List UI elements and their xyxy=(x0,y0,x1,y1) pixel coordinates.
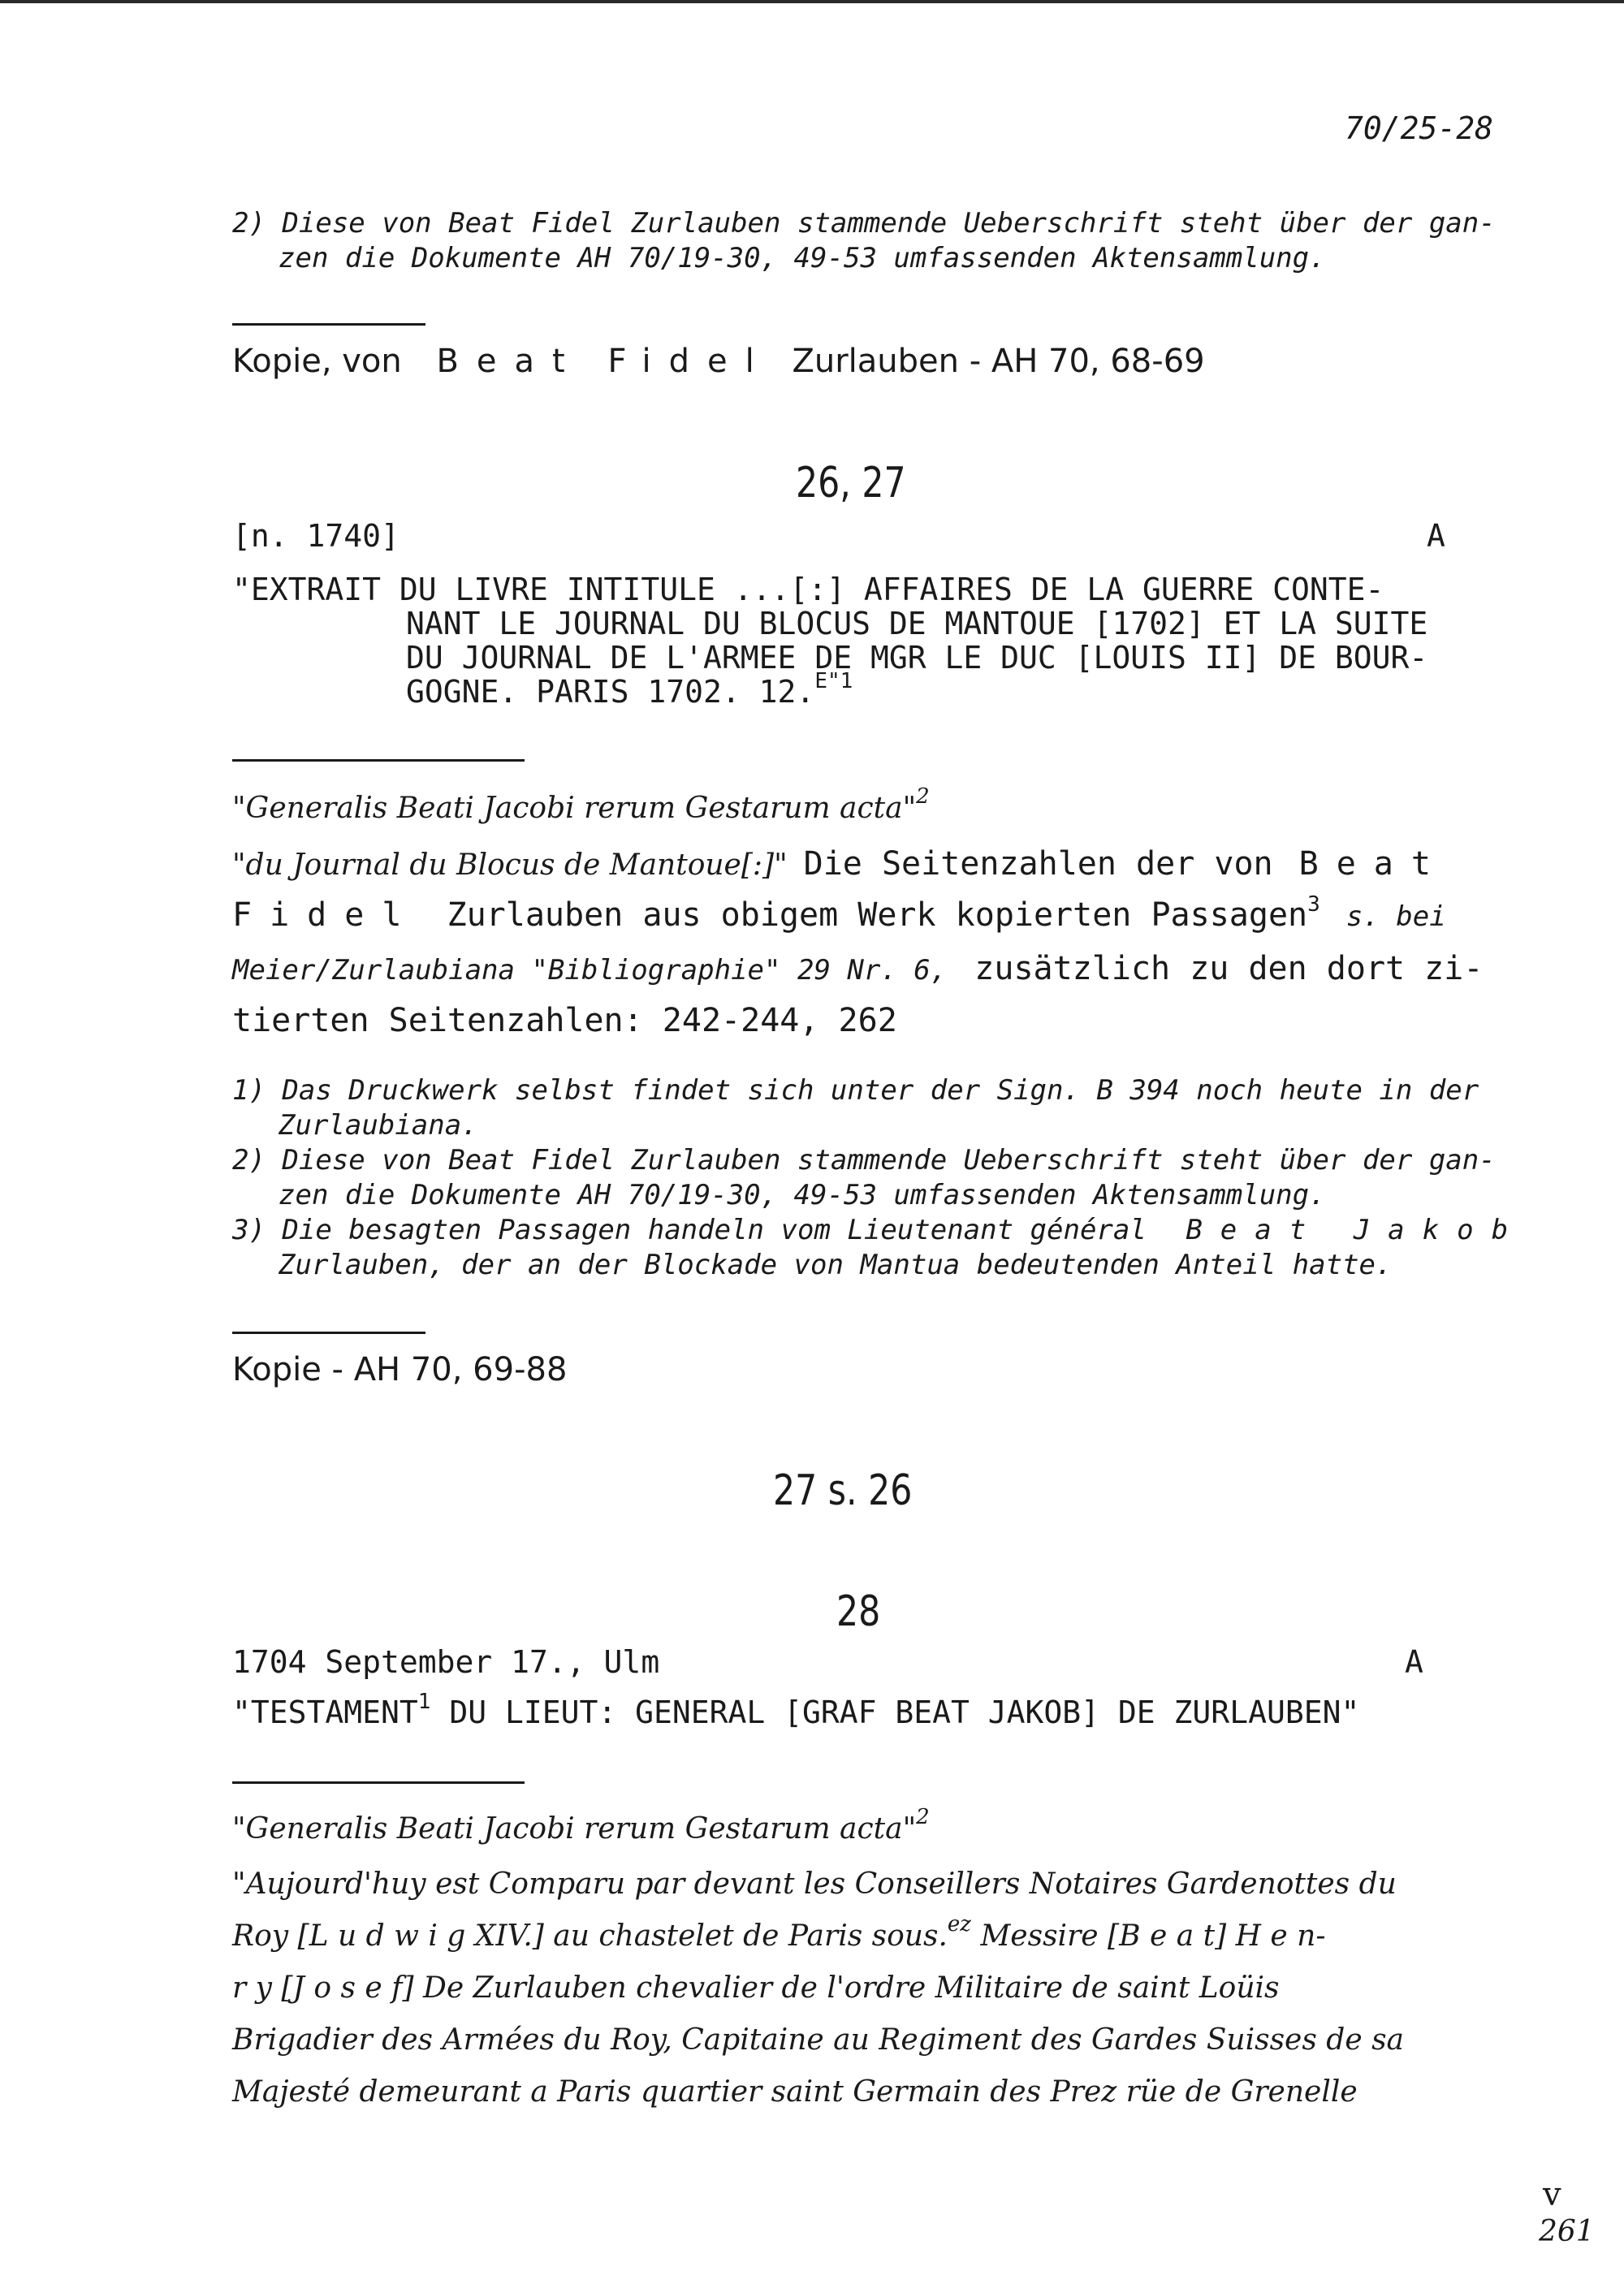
body-line-3 xyxy=(232,892,1446,934)
page-reference: 70/25-28 xyxy=(1345,110,1494,146)
entry-date: 1704 September 17., Ulm xyxy=(232,1644,660,1680)
note-1-line-1: 1) Das Druckwerk selbst findet sich unter der Sign. B 394 noch heute in der xyxy=(232,1074,1479,1107)
body-line-2 xyxy=(232,844,1449,883)
body-line-3-end: Messire [B e a t] H e n- xyxy=(971,1919,1326,1953)
note-2-line-1: 2) Diese von Beat Fidel Zurlauben stammende Ueberschrift steht über der gan- xyxy=(232,1144,1496,1177)
body-line-3-start: Roy [L u d w i g XIV.] au chastelet de Paris sous. xyxy=(232,1919,948,1953)
source-prefix: Kopie, von xyxy=(232,343,402,380)
top-note-line-1: 2) Diese von Beat Fidel Zurlauben stammende Ueberschrift steht über der gan- xyxy=(232,207,1496,240)
entry-number-26-27: 26, 27 xyxy=(796,459,906,507)
separator-rule xyxy=(232,1781,525,1784)
body-line-4: r y [J o s e f] De Zurlauben chevalier de l'ordre Militaire de saint Loüis xyxy=(232,1971,1280,2005)
entry-date: [n. 1740] xyxy=(232,518,400,554)
source-line-2: Kopie - AH 70, 69-88 xyxy=(232,1351,568,1388)
footnote-marker: 2 xyxy=(916,1805,930,1829)
handwritten-mark: v xyxy=(1543,2176,1561,2213)
body-line-6: Majesté demeurant a Paris quartier saint Germain des Prez rüe de Grenelle xyxy=(232,2075,1358,2109)
entry-title-end: DU LIEUT: GENERAL [GRAF BEAT JAKOB] DE ZURLAUBEN" xyxy=(430,1695,1360,1730)
entry-marker: A xyxy=(1405,1644,1423,1680)
note-3-spaced-name-2: Jakob xyxy=(1353,1214,1527,1246)
body-spaced-name: Beat xyxy=(1298,845,1449,883)
entry-title-line-3: DU JOURNAL DE L'ARMEE DE MGR LE DUC [LOUIS II] DE BOUR- xyxy=(406,640,1428,676)
body-quote-journal: "du Journal du Blocus de Mantoue[:]" xyxy=(232,848,788,882)
footnote-marker: 1 xyxy=(417,1690,431,1714)
entry-title xyxy=(232,1690,1360,1730)
body-line-2: "Aujourd'huy est Comparu par devant les Conseillers Notaires Gardenottes du xyxy=(232,1867,1397,1901)
body-line-5: tierten Seitenzahlen: 242-244, 262 xyxy=(232,1002,897,1039)
body-line-1 xyxy=(232,1805,930,1846)
note-3-line-1 xyxy=(232,1214,1526,1246)
body-line-4 xyxy=(232,950,1483,987)
body-line-1 xyxy=(232,784,930,825)
footnote-marker: 2 xyxy=(916,784,930,809)
note-2-line-2: zen die Dokumente AH 70/19-30, 49-53 umfassenden Aktensammlung. xyxy=(279,1179,1326,1211)
note-1-line-2: Zurlaubiana. xyxy=(279,1109,478,1142)
entry-title-line-1: "EXTRAIT DU LIVRE INTITULE ...[:] AFFAIRES DE LA GUERRE CONTE- xyxy=(232,572,1384,607)
body-text: zusätzlich zu den dort zi- xyxy=(974,950,1484,987)
body-line-3 xyxy=(232,1912,1326,1953)
entry-title-line-4-text: GOGNE. PARIS 1702. 12. xyxy=(406,674,815,710)
body-spaced-name: Fidel xyxy=(232,896,420,934)
separator-rule xyxy=(232,759,525,762)
entry-title-line-2: NANT LE JOURNAL DU BLOCUS DE MANTOUE [1702] ET LA SUITE xyxy=(406,606,1428,641)
cross-reference-27: 27 s. 26 xyxy=(773,1466,913,1515)
body-text: Die Seitenzahlen der von xyxy=(803,845,1273,883)
body-text: Zurlauben aus obigem Werk kopierten Passagen xyxy=(447,896,1308,934)
separator-rule xyxy=(232,1332,425,1334)
entry-title-start: "TESTAMENT xyxy=(232,1695,418,1730)
source-spaced-name-2: Fidel xyxy=(607,343,772,380)
top-note-line-2: zen die Dokumente AH 70/19-30, 49-53 umfassenden Aktensammlung. xyxy=(279,242,1326,274)
note-3-spaced-name-1: Beat xyxy=(1186,1214,1324,1246)
body-line-5: Brigadier des Armées du Roy, Capitaine au Regiment des Gardes Suisses de sa xyxy=(232,2023,1405,2057)
entry-title-line-4 xyxy=(406,669,853,710)
note-3-line-2: Zurlauben, der an der Blockade von Mantua bedeutenden Anteil hatte. xyxy=(279,1249,1393,1281)
footnote-marker: 3 xyxy=(1307,892,1320,917)
footnote-marker: E"1 xyxy=(814,669,853,693)
entry-number-28: 28 xyxy=(836,1587,881,1636)
body-quote-title: "Generalis Beati Jacobi rerum Gestarum acta" xyxy=(232,1812,917,1846)
scan-top-edge xyxy=(0,0,1624,3)
body-reference: Meier/Zurlaubiana "Bibliographie" 29 Nr. 6, xyxy=(232,954,948,987)
entry-marker: A xyxy=(1427,518,1445,554)
source-spaced-name-1: Beat xyxy=(436,343,583,380)
footnote-marker: ez xyxy=(947,1912,971,1936)
source-suffix: Zurlauben - AH 70, 68-69 xyxy=(792,343,1205,380)
body-reference: s. bei xyxy=(1345,900,1446,933)
source-line-1 xyxy=(232,343,1205,380)
separator-rule xyxy=(232,323,425,326)
note-3-text: 3) Die besagten Passagen handeln vom Lieutenant général xyxy=(232,1214,1147,1246)
body-quote-title: "Generalis Beati Jacobi rerum Gestarum acta" xyxy=(232,792,917,825)
folio-number: 261 xyxy=(1539,2215,1595,2248)
